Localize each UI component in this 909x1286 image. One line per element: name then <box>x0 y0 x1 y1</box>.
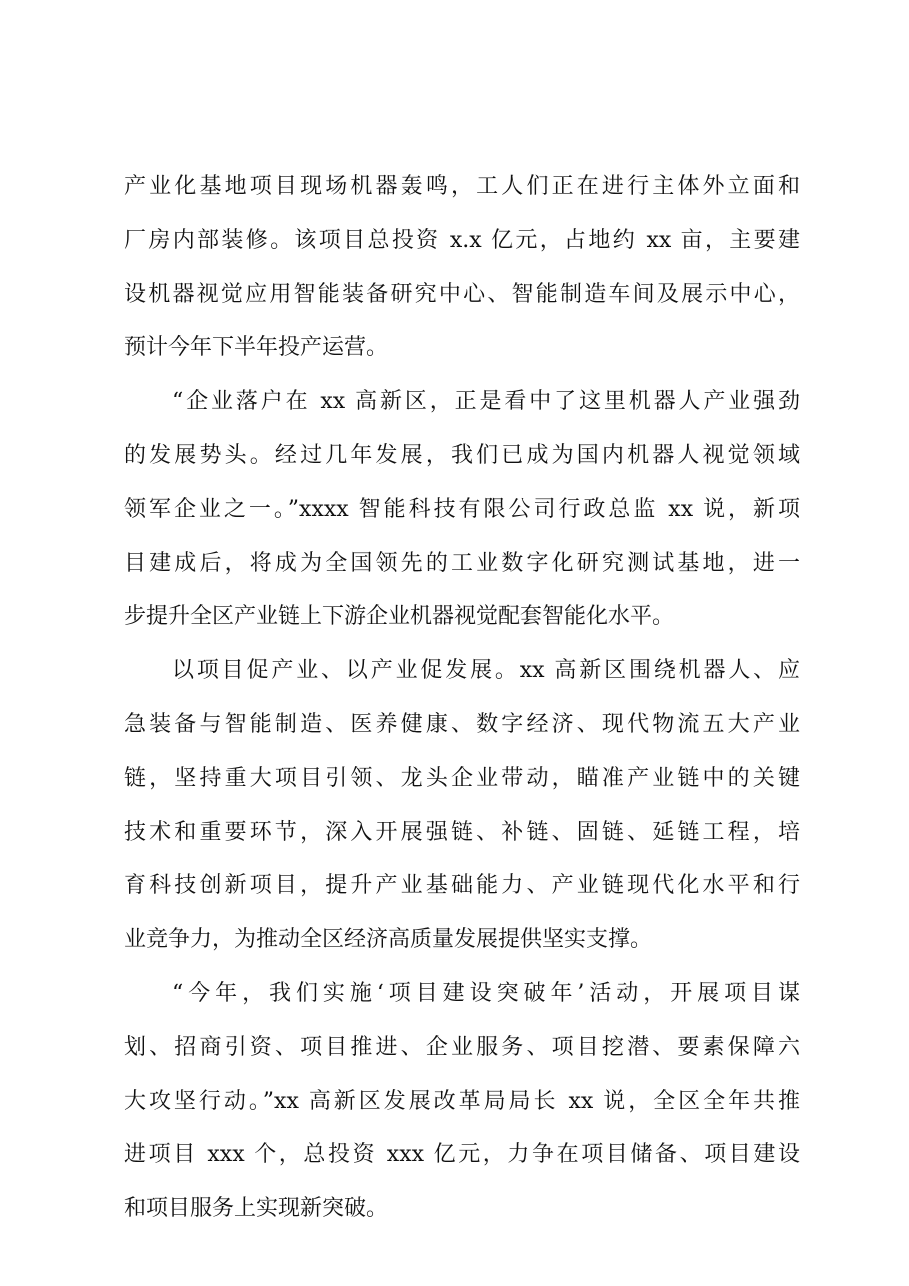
paragraph-line: “今年，我们实施‘项目建设突破年’活动，开展项目谋 <box>172 980 800 1006</box>
paragraph-line: 以项目促产业、以产业促发展。xx 高新区围绕机器人、应 <box>172 658 800 684</box>
paragraph-line: 技术和重要环节，深入开展强链、补链、固链、延链工程，培 <box>124 819 800 845</box>
paragraph-line: 划、招商引资、项目推进、企业服务、项目挖潜、要素保障六 <box>124 1034 800 1060</box>
paragraph-1 <box>124 160 800 375</box>
paragraph-3 <box>124 644 800 967</box>
paragraph-line: 和项目服务上实现新突破。 <box>124 1196 389 1222</box>
paragraph-4 <box>124 967 800 1236</box>
paragraph-line: 育科技创新项目，提升产业基础能力、产业链现代化水平和行 <box>124 873 800 899</box>
paragraph-line: 链，坚持重大项目引领、龙头企业带动，瞄准产业链中的关键 <box>124 765 800 791</box>
paragraph-line: 预计今年下半年投产运营。 <box>124 335 389 361</box>
paragraph-line: 进项目 xxx 个，总投资 xxx 亿元，力争在项目储备、项目建设 <box>124 1142 800 1168</box>
paragraph-line: 设机器视觉应用智能装备研究中心、智能制造车间及展示中心， <box>124 281 800 307</box>
paragraph-line: 急装备与智能制造、医养健康、数字经济、现代物流五大产业 <box>124 711 800 737</box>
paragraph-line: 业竞争力，为推动全区经济高质量发展提供坚实支撑。 <box>124 927 653 953</box>
paragraph-line: 厂房内部装修。该项目总投资 x.x 亿元，占地约 xx 亩，主要建 <box>124 227 800 253</box>
paragraph-line: 产业化基地项目现场机器轰鸣，工人们正在进行主体外立面和 <box>124 174 800 199</box>
paragraph-line: “企业落户在 xx 高新区，正是看中了这里机器人产业强劲 <box>172 389 800 415</box>
paragraph-line: 领军企业之一。”xxxx 智能科技有限公司行政总监 xx 说，新项 <box>124 496 800 522</box>
paragraph-line: 步提升全区产业链上下游企业机器视觉配套智能化水平。 <box>124 604 675 630</box>
paragraph-line: 大攻坚行动。”xx 高新区发展改革局局长 xx 说，全区全年共推 <box>124 1088 800 1114</box>
paragraph-2 <box>124 375 800 644</box>
paragraph-line: 的发展势头。经过几年发展，我们已成为国内机器人视觉领域 <box>124 442 800 468</box>
document-body <box>124 160 800 1236</box>
paragraph-line: 目建成后，将成为全国领先的工业数字化研究测试基地，进一 <box>124 550 800 576</box>
